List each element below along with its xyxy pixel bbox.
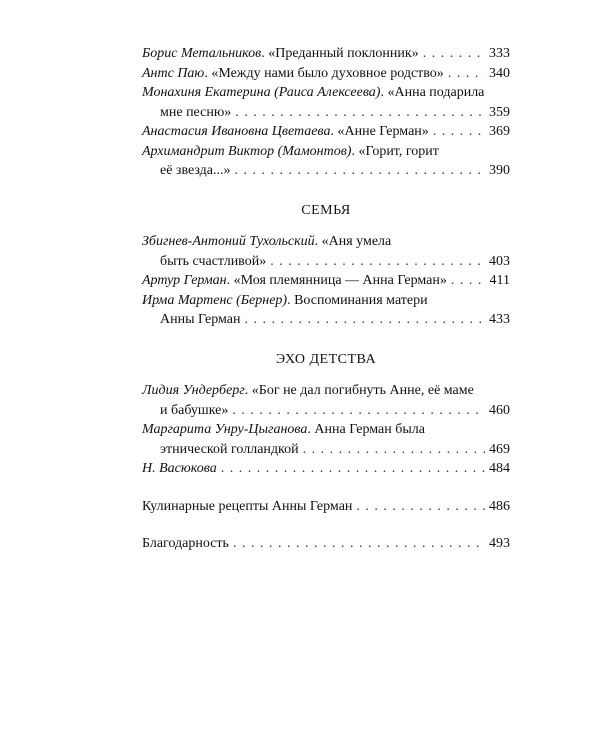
entry-author: Лидия Ундерберг: [142, 383, 245, 398]
toc-entry[interactable]: [142, 64, 510, 84]
toc-entry[interactable]: [142, 420, 510, 459]
entry-author: Архимандрит Виктор (Мамонтов): [142, 143, 352, 159]
page-number: 359: [489, 104, 510, 120]
page-number: 484: [489, 461, 510, 476]
page-number: 390: [489, 163, 510, 178]
entry-title: . «Между нами было духовное родство»: [204, 65, 444, 81]
entry-title-continued: и бабушке»: [160, 402, 229, 418]
entry-title: . «Анна подарила: [380, 85, 485, 100]
entry-title: . «Бог не дал погибнуть Анне, её маме: [244, 383, 474, 398]
toc-entry[interactable]: [142, 291, 510, 330]
toc-line: [142, 271, 510, 291]
toc-entry-thanks[interactable]: [142, 534, 510, 554]
page-number: 493: [489, 536, 510, 551]
toc-entry-recipes[interactable]: [142, 497, 510, 517]
entry-author: Борис Метальников: [142, 46, 262, 61]
page-number: 333: [489, 46, 510, 61]
entry-title: . «Преданный поклонник»: [261, 46, 419, 61]
page-number: 369: [489, 124, 510, 139]
entry-author: Монахиня Екатерина (Раиса Алексеева): [142, 85, 381, 100]
dot-leader: [235, 161, 486, 181]
entry-title: . «Аня умела: [314, 234, 392, 249]
toc-entry[interactable]: [142, 271, 510, 291]
entry-author: Н. Васюкова: [142, 461, 217, 476]
page-number: 403: [489, 253, 510, 269]
dot-leader: [433, 122, 485, 142]
table-of-contents: [142, 44, 510, 554]
toc-line-continued: [142, 440, 510, 460]
toc-line: [142, 497, 510, 517]
spacer: [142, 479, 510, 497]
toc-entry[interactable]: [142, 83, 510, 122]
toc-entry[interactable]: [142, 44, 510, 64]
entry-title: . «Горит, горит: [351, 143, 439, 159]
toc-line: [142, 44, 510, 64]
dot-leader: [270, 252, 485, 272]
toc-line: [142, 291, 510, 311]
toc-line-continued: [142, 252, 510, 272]
entry-author: Анастасия Ивановна Цветаева: [142, 124, 331, 139]
page-number: 486: [489, 498, 510, 514]
page-number: 469: [489, 441, 510, 457]
dot-leader: [451, 271, 486, 291]
toc-line: [142, 83, 510, 103]
entry-title: . «Моя племянница — Анна Герман»: [226, 273, 447, 288]
dot-leader: [232, 401, 485, 421]
entry-author: Ирма Мартенс (Бернер): [142, 292, 288, 308]
toc-entry[interactable]: [142, 122, 510, 142]
entry-title: Кулинарные рецепты Анны Герман: [142, 498, 353, 514]
toc-line-continued: [142, 103, 510, 123]
dot-leader: [448, 64, 485, 84]
dot-leader: [356, 497, 485, 517]
toc-entry[interactable]: [142, 232, 510, 271]
toc-line: [142, 459, 510, 479]
section-title-childhood: ЭХО ДЕТСТВА: [275, 351, 377, 367]
entry-author: Антс Паю: [142, 65, 205, 81]
page-number: 340: [489, 65, 510, 81]
toc-entry[interactable]: [142, 142, 510, 181]
page-number: 460: [489, 402, 510, 418]
entry-title: . Анна Герман была: [307, 422, 425, 437]
entry-title-continued: быть счастливой»: [160, 253, 267, 269]
toc-line: [142, 534, 510, 554]
dot-leader: [235, 103, 485, 123]
dot-leader: [233, 534, 485, 554]
entry-title-continued: этнической голландкой: [160, 441, 299, 457]
dot-leader: [221, 459, 485, 479]
toc-line: [142, 142, 510, 162]
entry-author: Збигнев-Антоний Тухольский: [142, 234, 315, 249]
toc-line: [142, 232, 510, 252]
entry-author: Артур Герман: [142, 273, 227, 288]
page-number: 411: [489, 273, 510, 288]
toc-line: [142, 122, 510, 142]
entry-title: Благодарность: [142, 536, 229, 551]
page-number: 433: [489, 312, 510, 327]
toc-line: [142, 381, 510, 401]
entry-title: . Воспоминания матери: [287, 292, 428, 308]
entry-author: Маргарита Унру-Цыганова: [142, 422, 308, 437]
dot-leader: [423, 44, 485, 64]
toc-line-continued: [142, 310, 510, 330]
toc-entry[interactable]: [142, 381, 510, 420]
toc-line-continued: [142, 401, 510, 421]
entry-title: . «Анне Герман»: [330, 124, 429, 139]
toc-line: [142, 64, 510, 84]
entry-title-continued: мне песню»: [160, 104, 232, 120]
entry-title-continued: Анны Герман: [160, 312, 241, 327]
dot-leader: [245, 310, 486, 330]
toc-line: [142, 420, 510, 440]
toc-line-continued: [142, 161, 510, 181]
section-title-family: СЕМЬЯ: [301, 202, 351, 218]
toc-entry[interactable]: [142, 459, 510, 479]
entry-title-continued: её звезда...»: [160, 163, 231, 178]
dot-leader: [303, 440, 485, 460]
spacer: [142, 516, 510, 534]
